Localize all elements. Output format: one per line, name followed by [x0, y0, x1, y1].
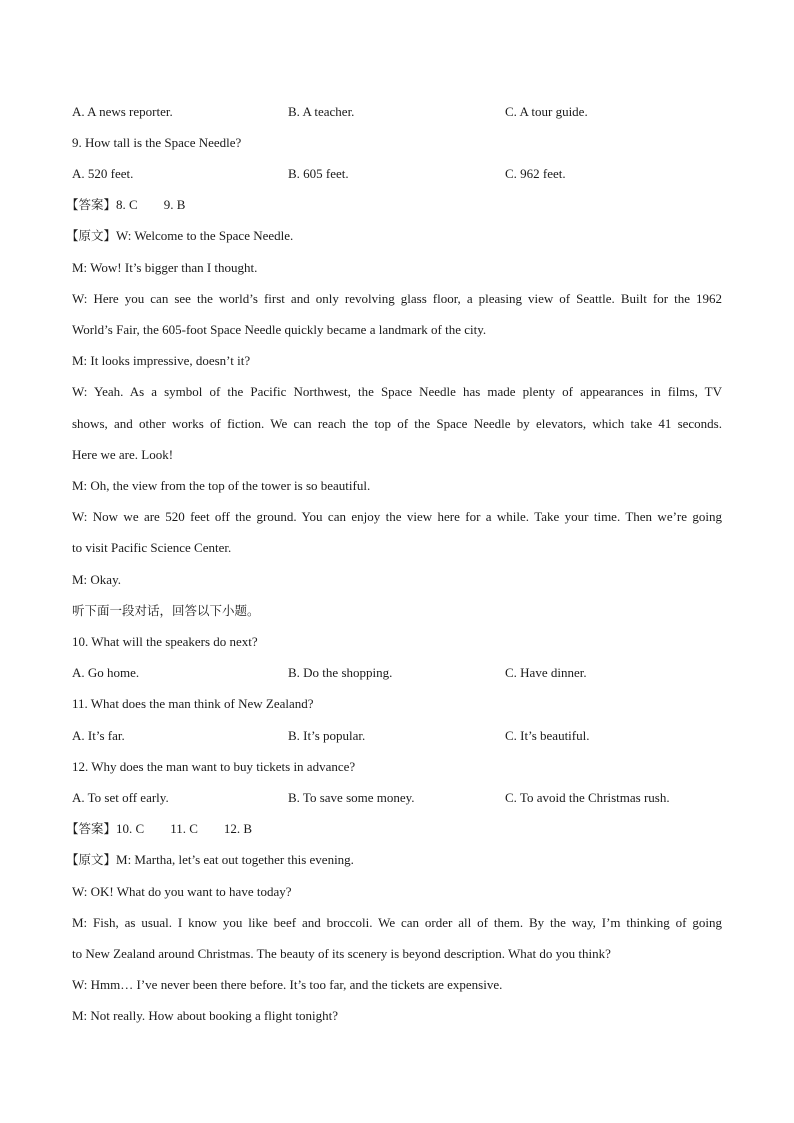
transcript-2-line-2: W: OK! What do you want to have today?	[72, 884, 292, 899]
q11-options	[72, 727, 722, 745]
q10-option-a: A. Go home.	[72, 665, 140, 680]
transcript-2-line-5: W: Hmm… I’ve never been there before. It’s too far, and the tickets are expensive.	[72, 977, 503, 992]
answer-tag: 【答案】	[66, 821, 117, 836]
transcript-tag: 【原文】	[66, 852, 117, 867]
q11-option-c: C. It’s beautiful.	[505, 728, 590, 743]
q10-option-b: B. Do the shopping.	[288, 665, 393, 680]
q9-option-c: C. 962 feet.	[505, 166, 566, 181]
q10-question: 10. What will the speakers do next?	[72, 634, 258, 649]
q11-question: 11. What does the man think of New Zealand?	[72, 696, 314, 711]
transcript-1-line-1: 【原文】W: Welcome to the Space Needle.	[66, 228, 294, 243]
answer-key-2	[66, 820, 252, 838]
transcript-1-line-7: shows, and other works of fiction. We can reach the top of the Space Needle by elevators, which take 41 seconds.	[72, 416, 722, 431]
transcript-1-line-12: M: Okay.	[72, 572, 121, 587]
answer-11: 11. C	[170, 821, 198, 836]
answer-9: 9. B	[163, 197, 186, 212]
q9-options	[72, 165, 722, 183]
q8-option-a: A. A news reporter.	[72, 104, 173, 119]
transcript-1-line-9: M: Oh, the view from the top of the tower is so beautiful.	[72, 478, 371, 493]
transcript-1-line-10: W: Now we are 520 feet off the ground. You can enjoy the view here for a while. Take your time. Then we’re going	[72, 509, 722, 524]
answer-10: 10. C	[116, 821, 145, 836]
q8-options	[72, 103, 722, 121]
transcript-tag: 【原文】	[66, 228, 117, 243]
answer-8: 8. C	[116, 197, 138, 212]
q9-question: 9. How tall is the Space Needle?	[72, 135, 242, 150]
transcript-1-line-3: W: Here you can see the world’s first and only revolving glass floor, a pleasing view of Seattle. Built for the 1962	[72, 291, 722, 306]
transcript-1-line-5: M: It looks impressive, doesn’t it?	[72, 353, 251, 368]
q8-option-b: B. A teacher.	[288, 104, 355, 119]
q12-option-b: B. To save some money.	[288, 790, 415, 805]
q8-option-c: C. A tour guide.	[505, 104, 588, 119]
q11-option-b: B. It’s popular.	[288, 728, 366, 743]
q10-options	[72, 664, 722, 682]
transcript-1-line-11: to visit Pacific Science Center.	[72, 540, 232, 555]
transcript-1-line-4: World’s Fair, the 605-foot Space Needle quickly became a landmark of the city.	[72, 322, 487, 337]
q12-question: 12. Why does the man want to buy tickets in advance?	[72, 759, 356, 774]
transcript-2-line-1: 【原文】M: Martha, let’s eat out together this evening.	[66, 852, 354, 867]
transcript-1-line-8: Here we are. Look!	[72, 447, 174, 462]
answer-tag: 【答案】	[66, 197, 117, 212]
q10-option-c: C. Have dinner.	[505, 665, 587, 680]
transcript-2-line-6: M: Not really. How about booking a flight tonight?	[72, 1008, 338, 1023]
q11-option-a: A. It’s far.	[72, 728, 125, 743]
answer-12: 12. B	[223, 821, 253, 836]
transcript-2-line-4: to New Zealand around Christmas. The beauty of its scenery is beyond description. What do you think?	[72, 946, 611, 961]
transcript-1-line-2: M: Wow! It’s bigger than I thought.	[72, 260, 258, 275]
section-instruction: 听下面一段对话，回答以下小题。	[72, 603, 260, 618]
q9-option-a: A. 520 feet.	[72, 166, 134, 181]
transcript-2-line-3: M: Fish, as usual. I know you like beef and broccoli. We can order all of them. By the way, I’m thinking of going	[72, 915, 722, 930]
q9-option-b: B. 605 feet.	[288, 166, 349, 181]
transcript-1-line-6: W: Yeah. As a symbol of the Pacific Northwest, the Space Needle has made plenty of appearances in films, TV	[72, 384, 722, 399]
q12-option-a: A. To set off early.	[72, 790, 169, 805]
q12-option-c: C. To avoid the Christmas rush.	[505, 790, 670, 805]
answer-key-1	[66, 196, 185, 214]
q12-options	[72, 789, 722, 807]
